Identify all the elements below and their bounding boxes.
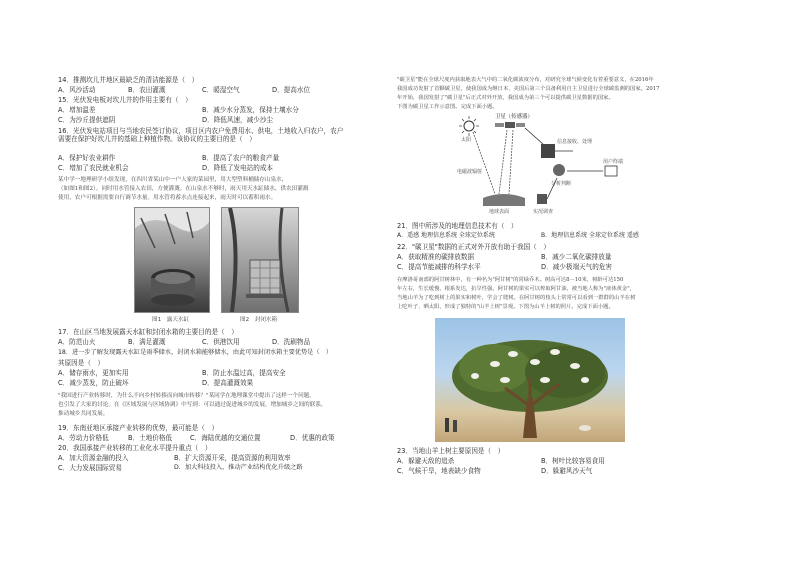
- passage2-line3: 推动城乡共同发展。: [58, 411, 109, 417]
- q20-option-a[interactable]: A．加大资源金融的投入: [58, 454, 129, 462]
- q23-option-b[interactable]: B．树叶比较容易食用: [541, 457, 605, 465]
- q19-option-d[interactable]: D．优惠的政策: [290, 434, 335, 442]
- q18-stem: 18．进一步了解发现露天水缸是雨季储水，封闭水箱能够储水，由此可知封闭水箱主要优势是（ ）: [58, 349, 332, 356]
- q14-stem: 14．推测坎儿井地区最缺乏的清洁能源是（ ）: [58, 76, 199, 84]
- passage3-line4: 下图为碳卫星工作示意图。完成下面小题。: [397, 104, 498, 110]
- passage4-line3: 当地山羊为了吃到树上的果实和树叶，学会了爬树。在阿甘树的枝头上常常可以看到一群群的山羊在树: [397, 295, 636, 301]
- passage3-line3: 年开始，我国发射了"碳卫星"后正式对外开放，我国成为第三个可以提供碳卫星数据的国家。: [397, 95, 614, 101]
- q16-option-d[interactable]: D．降低了发电站的成本: [202, 164, 274, 172]
- q22-option-d[interactable]: D．减少极端天气的危害: [541, 263, 613, 271]
- q18-stem-2: 其原因是（ ）: [58, 359, 105, 367]
- q16-option-b[interactable]: B．提高了农户的粮食产量: [202, 154, 280, 162]
- q20-stem: 20．我国承接产业转移的工业化水平提升重点（ ）: [58, 444, 212, 452]
- fig2-caption: 图2 封闭水箱: [240, 317, 278, 323]
- fig1-caption: 图1 露天水缸: [152, 317, 190, 323]
- label-survey: 实况调查: [533, 209, 554, 215]
- label-satellite: 卫星（传感器）: [495, 114, 533, 120]
- q19-option-b[interactable]: B．土地价格低: [128, 434, 173, 442]
- q21-stem: 21．图中所涉及的地理信息技术有（ ）: [397, 222, 518, 230]
- photo-1-illustration: [135, 208, 209, 312]
- passage1-line1: 某中学一地理研学小组发现，在四川省某山中一户人家的菜园里，用大型塑料桶储存山泉水，: [58, 177, 288, 183]
- photo-closed-water-tank: [221, 207, 299, 313]
- passage2-line2: 也引发了大家的讨论。在《区域发展与区域协调》中写到：可以通过促进城乡的发展，增加城乡之间的联系，: [58, 402, 327, 408]
- q18-option-d[interactable]: D．提高灌溉效果: [202, 379, 254, 387]
- q15-option-b[interactable]: B．减少水分蒸发，保持土壤水分: [202, 106, 299, 114]
- label-processing: 信息接收、处理: [557, 139, 593, 145]
- q21-option-b[interactable]: B．地理信息系统 全球定位系统 遥感: [541, 232, 639, 239]
- q22-stem: 22．"碳卫星"数据的正式对外开放有助于我国（ ）: [397, 243, 550, 251]
- label-sun: 太阳: [461, 137, 472, 143]
- q17-option-a[interactable]: A．防范山火: [58, 338, 96, 346]
- q18-option-a[interactable]: A．储存雨水，更加实用: [58, 369, 129, 377]
- q19-stem: 19．东南亚地区承接产业转移的优势，最可能是（ ）: [58, 424, 219, 432]
- q18-option-c[interactable]: C．减少蒸发，防止破坏: [58, 379, 129, 387]
- q16-stem: 16．光伏发电站项目与当地农民签订协议，项目区内农户免费用水、供电，土地收入归农户，农户需要在保护好坎儿井的基础上种植作物。该协议的主要目的是（ ）: [58, 127, 344, 143]
- passage4-line1: 在摩洛哥南部的阿甘树林中，有一种名为"阿甘树"的常绿乔木。树高可达8－10米，树龄可达150: [397, 277, 624, 283]
- q22-option-c[interactable]: C．提高节能减排的科学水平: [397, 263, 481, 271]
- q18-option-b[interactable]: B．防止水温过高，提高安全: [202, 369, 286, 377]
- passage3-line2: 我国成功发射了首颗碳卫星，使我国成为继日本、美国后第三个具备利用自主卫星进行全球碳监测的国家。2017: [397, 86, 660, 92]
- q20-option-d[interactable]: D．加大科技投入，推动产业结构优化升级之路: [174, 464, 303, 471]
- q22-option-b[interactable]: B．减少二氧化碳排放量: [541, 253, 612, 261]
- passage4-line2: 年左右，生长缓慢，根系发达，抗旱性强。阿甘树的果实可以榨取阿甘油，被当地人称为"液体黄金"，: [397, 286, 635, 292]
- passage2-line1: "我国进行产业转移时，为什么不向乡村转移而向城市转移？"某同学在地理课堂中提出了这样一个问题，: [58, 393, 315, 399]
- label-analysis: 分析判断: [551, 181, 572, 187]
- photo-3-illustration: [435, 318, 625, 442]
- q16-option-c[interactable]: C．增加了农民就业机会: [58, 164, 129, 172]
- label-radiation: 电磁波辐射: [457, 169, 483, 175]
- q14-option-a[interactable]: A．风沙活动: [58, 86, 96, 94]
- q19-option-a[interactable]: A．劳动力价格低: [58, 434, 109, 442]
- q14-option-b[interactable]: B．农田灌溉: [128, 86, 166, 94]
- passage3-line1: "碳卫星"能在全球尺度内获取地表大气中的二氧化碳浓度分布，对研究全球气候变化有着重要意义，在2016年: [397, 77, 654, 83]
- q14-option-c[interactable]: C．暖湿空气: [202, 86, 240, 94]
- passage1-line3: 使用，农户可根据需要自行调节水量。用水管将蓄水点连接起来，雨天时可以蓄积雨水。: [58, 195, 277, 201]
- q16-option-a[interactable]: A．保护好农业耕作: [58, 154, 116, 162]
- q22-option-a[interactable]: A．获取精准的碳排放数据: [397, 253, 475, 261]
- q21-option-a[interactable]: A．遥感 地理信息系统 全球定位系统: [397, 232, 495, 239]
- carbon-satellite-diagram: [455, 114, 645, 220]
- photo-goats-in-tree: [435, 318, 625, 442]
- photo-2-illustration: [222, 208, 298, 312]
- q14-option-d[interactable]: D．提高水位: [272, 86, 311, 94]
- q15-stem: 15．光伏发电板对坎儿井的作用主要有（ ）: [58, 96, 192, 104]
- q15-option-a[interactable]: A．增加温差: [58, 106, 96, 114]
- q23-option-c[interactable]: C．气候干旱，地表缺少食物: [397, 467, 481, 475]
- q17-option-b[interactable]: B．满足灌溉: [128, 338, 166, 346]
- q20-option-b[interactable]: B．扩大资源开采，提高资源的利用效率: [174, 454, 291, 462]
- q19-option-c[interactable]: C．海陆优越的交通位置: [190, 434, 261, 442]
- label-user-terminal: 用户终端: [603, 159, 624, 165]
- label-ground: 地球表面: [489, 209, 510, 215]
- q15-option-d[interactable]: D．降低风速，减少沙尘: [202, 116, 274, 124]
- diagram-illustration: [455, 114, 645, 220]
- q23-option-a[interactable]: A．躲避天敌的追杀: [397, 457, 455, 465]
- q23-option-d[interactable]: D．躲避风沙天气: [541, 467, 593, 475]
- q15-option-c[interactable]: C．为沙丘提供遮阴: [58, 116, 116, 124]
- q17-option-d[interactable]: D．洗刷物品: [272, 338, 311, 346]
- passage1-line2: （如图1和图2）。同时用水管接入农田，方便灌溉。在山泉水不够时，雨天用天水缸储水，供农田灌溉: [58, 186, 309, 192]
- photo-open-water-tank: [134, 207, 210, 313]
- q17-stem: 17．在山区当地发展露天水缸和封闭水箱的主要目的是（ ）: [58, 328, 238, 336]
- q20-option-c[interactable]: C．大力发展国际贸易: [58, 464, 122, 472]
- q23-stem: 23．当地山羊上树主要原因是（ ）: [397, 447, 505, 455]
- passage4-line4: 上吃叶子、晒太阳，形成了独特的"山羊上树"景观。下图为山羊上树的照片。完成下面小题。: [397, 304, 614, 310]
- q17-option-c[interactable]: C．供港饮用: [202, 338, 240, 346]
